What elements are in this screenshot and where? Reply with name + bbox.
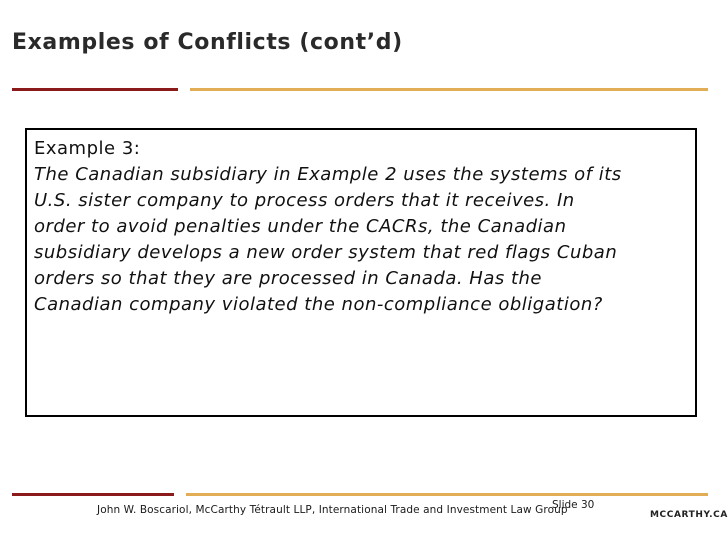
title-underline-gold	[190, 88, 708, 91]
slide-title: Examples of Conflicts (cont’d)	[12, 30, 403, 55]
example-line: subsidiary develops a new order system that red flags Cuban	[34, 242, 618, 263]
example-line: order to avoid penalties under the CACRs, the Canadian	[34, 216, 567, 237]
example-line: U.S. sister company to process orders that it receives. In	[34, 190, 575, 211]
example-heading: Example 3:	[34, 138, 141, 159]
example-line: The Canadian subsidiary in Example 2 uses the systems of its	[34, 164, 622, 185]
example-box	[25, 128, 697, 417]
example-line: orders so that they are processed in Canada. Has the	[34, 268, 543, 289]
example-body	[34, 162, 694, 318]
slide-number: Slide 30	[552, 499, 595, 511]
mccarthy-logo: MCCARTHY.CA	[650, 510, 728, 520]
footer-credit: John W. Boscariol, McCarthy Tétrault LLP, International Trade and Investment Law Group	[97, 504, 568, 516]
footer-rule-gold	[186, 493, 708, 496]
example-line: Canadian company violated the non-compliance obligation?	[34, 294, 603, 315]
footer-rule-red	[12, 493, 174, 496]
title-underline-red	[12, 88, 178, 91]
